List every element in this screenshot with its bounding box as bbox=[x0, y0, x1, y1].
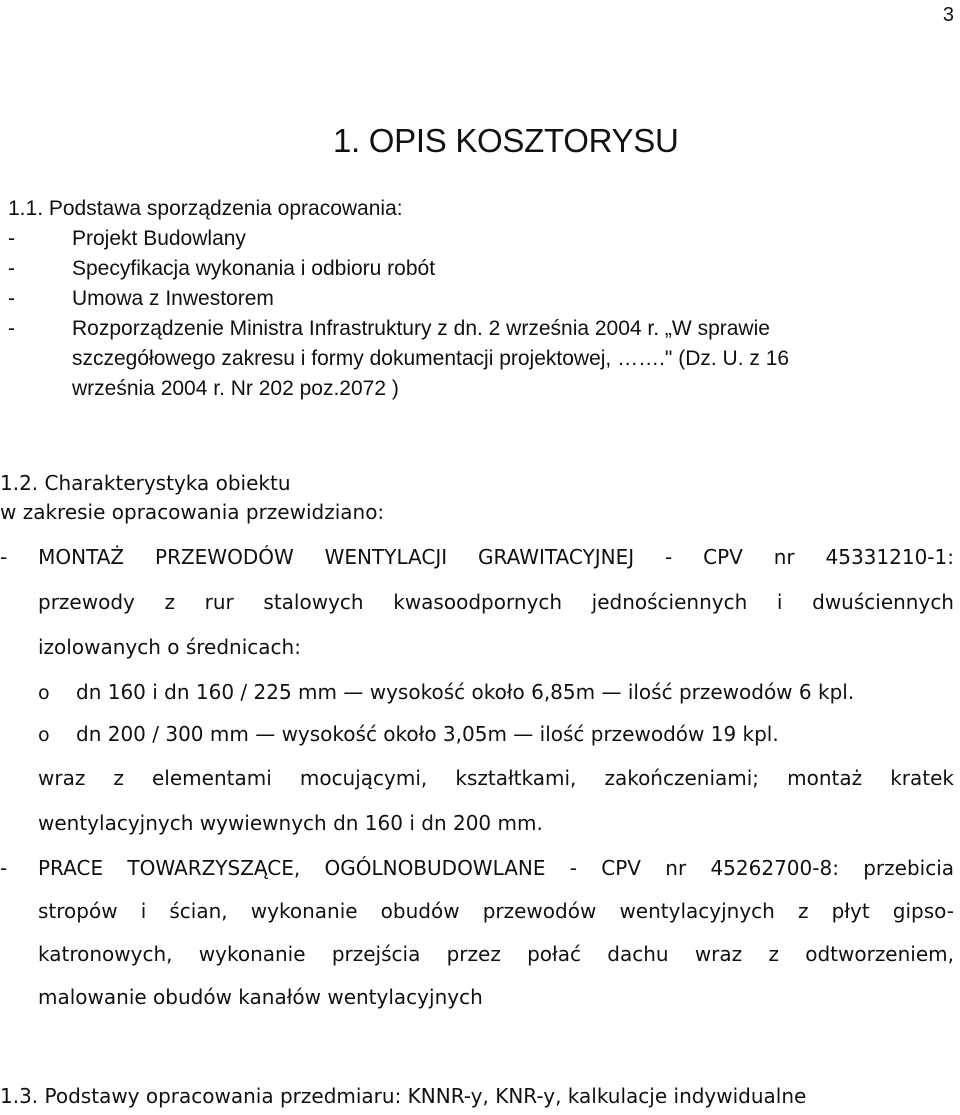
list-item bbox=[8, 284, 953, 314]
list-item-text: Rozporządzenie Ministra Infrastruktury z dn. 2 września 2004 r. „W sprawie bbox=[72, 317, 770, 340]
bullet-marker: o bbox=[38, 682, 50, 704]
item1-line3: izolowanych o średnicach: bbox=[38, 635, 301, 659]
item2-line3: katronowych, wykonanie przejścia przez połać dachu wraz z odtworzeniem, bbox=[38, 942, 954, 966]
item1-line1: - MONTAŻ PRZEWODÓW WENTYLACJI GRAWITACYJNEJ - CPV nr 45331210-1: bbox=[0, 545, 954, 569]
bullet-item: dn 160 i dn 160 / 225 mm — wysokość około 6,85m — ilość przewodów 6 kpl. bbox=[76, 680, 855, 704]
bullet-marker: o bbox=[38, 724, 50, 746]
list-item bbox=[8, 224, 953, 254]
section-1-3-heading: 1.3. Podstawy opracowania przedmiaru: KNNR-y, KNR-y, kalkulacje indywidualne bbox=[0, 1084, 807, 1108]
list-item-text: Projekt Budowlany bbox=[72, 227, 246, 250]
item2-line1: PRACE TOWARZYSZĄCE, OGÓLNOBUDOWLANE - CPV nr 45262700-8: przebicia bbox=[38, 856, 954, 880]
list-item bbox=[8, 314, 953, 344]
section-1-1-heading: 1.1. Podstawa sporządzenia opracowania: bbox=[8, 197, 403, 220]
item2-line2: stropów i ścian, wykonanie obudów przewodów wentylacyjnych z płyt gipso- bbox=[38, 899, 954, 923]
section-1-2-subheading: w zakresie opracowania przewidziano: bbox=[0, 500, 385, 524]
page-title: 1. OPIS KOSZTORYSU bbox=[333, 122, 679, 159]
item2-line4: malowanie obudów kanałów wentylacyjnych bbox=[38, 985, 483, 1009]
item1-line5: wentylacyjnych wywiewnych dn 160 i dn 200 mm. bbox=[38, 811, 543, 835]
item1-line2: przewody z rur stalowych kwasoodpornych jednościennych i dwuściennych bbox=[38, 590, 954, 614]
bullet-item: dn 200 / 300 mm — wysokość około 3,05m — ilość przewodów 19 kpl. bbox=[76, 722, 779, 746]
list-item-text: Specyfikacja wykonania i odbioru robót bbox=[72, 257, 436, 280]
list-dash: - bbox=[8, 317, 15, 340]
item1-line4: wraz z elementami mocującymi, kształtkami, zakończeniami; montaż kratek bbox=[38, 766, 954, 790]
list-item-continuation: szczegółowego zakresu i formy dokumentacji projektowej, ……." (Dz. U. z 16 bbox=[72, 347, 790, 370]
item2-dash: - bbox=[0, 856, 8, 880]
list-dash: - bbox=[8, 287, 15, 310]
list-item-continuation: września 2004 r. Nr 202 poz.2072 ) bbox=[72, 377, 399, 400]
list-dash: - bbox=[8, 227, 15, 250]
section-1-2-heading: 1.2. Charakterystyka obiektu bbox=[0, 471, 291, 495]
section-1-1 bbox=[8, 194, 953, 404]
page-number: 3 bbox=[942, 4, 954, 26]
list-item bbox=[8, 254, 953, 284]
list-item-text: Umowa z Inwestorem bbox=[72, 287, 274, 310]
list-dash: - bbox=[8, 257, 15, 280]
